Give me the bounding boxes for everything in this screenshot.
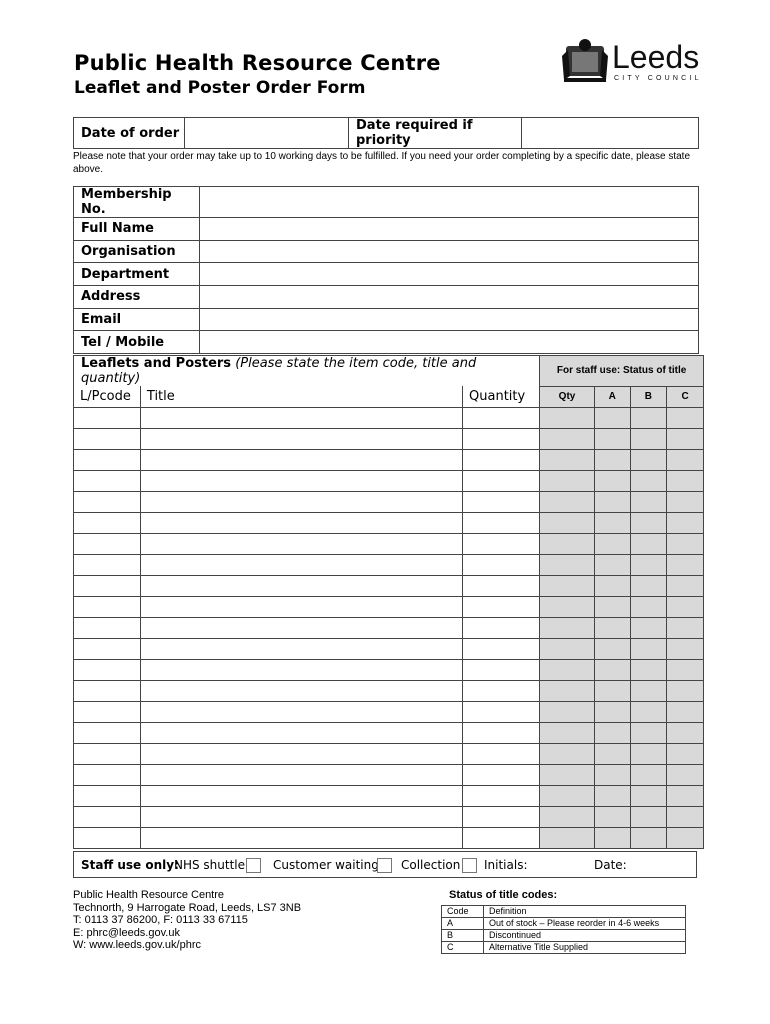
staff-a-cell	[594, 470, 630, 491]
customer-waiting-label: Customer waiting	[273, 858, 379, 872]
staff-qty-cell	[540, 449, 595, 470]
quantity-cell[interactable]	[463, 533, 540, 554]
date-of-order-label: Date of order	[74, 118, 185, 149]
staff-a-cell	[594, 617, 630, 638]
lp-code-cell[interactable]	[74, 617, 141, 638]
nhs-shuttle-checkbox[interactable]	[246, 858, 261, 873]
staff-b-cell	[630, 575, 667, 596]
staff-qty-cell	[540, 533, 595, 554]
staff-a-cell	[594, 407, 630, 428]
status-code: A	[442, 918, 484, 930]
membership-field[interactable]	[200, 286, 699, 309]
staff-c-cell	[667, 806, 704, 827]
title-cell[interactable]	[140, 512, 462, 533]
staff-b-cell	[630, 596, 667, 617]
staff-a-cell	[594, 827, 630, 848]
lp-code-cell[interactable]	[74, 827, 141, 848]
order-row	[74, 806, 704, 827]
staff-c-cell	[667, 533, 704, 554]
membership-field[interactable]	[200, 218, 699, 241]
order-row	[74, 743, 704, 764]
staff-c-cell	[667, 428, 704, 449]
status-definition: Out of stock – Please reorder in 4-6 weeks	[484, 918, 686, 930]
quantity-cell[interactable]	[463, 596, 540, 617]
lp-code-cell[interactable]	[74, 680, 141, 701]
quantity-cell[interactable]	[463, 743, 540, 764]
staff-c-cell	[667, 764, 704, 785]
title-cell[interactable]	[140, 575, 462, 596]
staff-qty-cell	[540, 554, 595, 575]
order-heading	[74, 356, 540, 387]
order-row	[74, 596, 704, 617]
status-row	[442, 930, 686, 942]
staff-b-cell	[630, 617, 667, 638]
staff-use-bar	[73, 851, 697, 878]
membership-row	[74, 187, 699, 218]
logo-subtext: CITY COUNCIL	[614, 75, 702, 82]
quantity-cell[interactable]	[463, 407, 540, 428]
staff-b-cell	[630, 407, 667, 428]
membership-field[interactable]	[200, 263, 699, 286]
title-cell[interactable]	[140, 407, 462, 428]
quantity-cell[interactable]	[463, 701, 540, 722]
staff-c-cell	[667, 701, 704, 722]
quantity-cell[interactable]	[463, 806, 540, 827]
col-staff-b: B	[630, 386, 667, 407]
staff-qty-cell	[540, 491, 595, 512]
staff-c-cell	[667, 554, 704, 575]
staff-a-cell	[594, 659, 630, 680]
staff-c-cell	[667, 575, 704, 596]
order-row	[74, 575, 704, 596]
title-cell[interactable]	[140, 449, 462, 470]
membership-field[interactable]	[200, 240, 699, 263]
staff-qty-cell	[540, 512, 595, 533]
staff-c-cell	[667, 638, 704, 659]
order-row	[74, 680, 704, 701]
lp-code-cell[interactable]	[74, 722, 141, 743]
staff-a-cell	[594, 806, 630, 827]
membership-label: Tel / Mobile	[74, 331, 200, 354]
staff-b-cell	[630, 680, 667, 701]
staff-c-cell	[667, 470, 704, 491]
order-row	[74, 491, 704, 512]
order-row	[74, 764, 704, 785]
membership-row	[74, 331, 699, 354]
membership-label: Department	[74, 263, 200, 286]
lp-code-cell[interactable]	[74, 491, 141, 512]
address-line-web: W: www.leeds.gov.uk/phrc	[73, 939, 201, 951]
title-cell[interactable]	[140, 617, 462, 638]
membership-field[interactable]	[200, 331, 699, 354]
quantity-cell[interactable]	[463, 449, 540, 470]
quantity-cell[interactable]	[463, 638, 540, 659]
date-of-order-field[interactable]	[185, 118, 349, 149]
lp-code-cell[interactable]	[74, 638, 141, 659]
quantity-cell[interactable]	[463, 512, 540, 533]
membership-field[interactable]	[200, 187, 699, 218]
membership-row	[74, 308, 699, 331]
lp-code-cell[interactable]	[74, 743, 141, 764]
logo-word: Leeds	[612, 39, 700, 75]
status-code: B	[442, 930, 484, 942]
staff-b-cell	[630, 806, 667, 827]
title-cell[interactable]	[140, 470, 462, 491]
lp-code-cell[interactable]	[74, 512, 141, 533]
staff-b-cell	[630, 533, 667, 554]
staff-qty-cell	[540, 575, 595, 596]
staff-a-cell	[594, 722, 630, 743]
staff-c-cell	[667, 491, 704, 512]
lp-code-cell[interactable]	[74, 407, 141, 428]
title-cell[interactable]	[140, 722, 462, 743]
order-table	[73, 355, 704, 849]
order-row	[74, 533, 704, 554]
title-cell[interactable]	[140, 743, 462, 764]
order-row	[74, 701, 704, 722]
col-staff-qty: Qty	[540, 386, 595, 407]
order-row	[74, 470, 704, 491]
order-time-note: Please note that your order may take up to 10 working days to be fulfilled. If you need your order completing by a specific date, please state above.	[73, 151, 691, 175]
lp-code-cell[interactable]	[74, 659, 141, 680]
status-codes-table	[441, 905, 686, 954]
col-staff-c: C	[667, 386, 704, 407]
membership-row	[74, 218, 699, 241]
staff-a-cell	[594, 491, 630, 512]
staff-c-cell	[667, 449, 704, 470]
staff-b-cell	[630, 701, 667, 722]
staff-a-cell	[594, 680, 630, 701]
staff-a-cell	[594, 785, 630, 806]
staff-qty-cell	[540, 743, 595, 764]
staff-qty-cell	[540, 806, 595, 827]
quantity-cell[interactable]	[463, 491, 540, 512]
col-title: Title	[140, 386, 462, 407]
staff-a-cell	[594, 554, 630, 575]
date-required-label: Date required if priority	[349, 118, 522, 149]
lp-code-cell[interactable]	[74, 785, 141, 806]
staff-b-cell	[630, 428, 667, 449]
staff-c-cell	[667, 617, 704, 638]
membership-row	[74, 286, 699, 309]
address-line-name: Public Health Resource Centre	[73, 889, 225, 901]
address-line-email: E: phrc@leeds.gov.uk	[73, 926, 180, 939]
address-line-phone: T: 0113 37 86200, F: 0113 33 67115	[73, 914, 248, 926]
staff-a-cell	[594, 701, 630, 722]
title-cell[interactable]	[140, 806, 462, 827]
staff-b-cell	[630, 449, 667, 470]
title-cell[interactable]	[140, 596, 462, 617]
leeds-city-council-logo	[560, 36, 720, 86]
quantity-cell[interactable]	[463, 428, 540, 449]
staff-c-cell	[667, 722, 704, 743]
quantity-cell[interactable]	[463, 470, 540, 491]
status-row	[442, 942, 686, 954]
order-row	[74, 659, 704, 680]
collection-checkbox[interactable]	[462, 858, 477, 873]
staff-a-cell	[594, 512, 630, 533]
membership-label: Address	[74, 286, 200, 309]
staff-c-cell	[667, 680, 704, 701]
staff-qty-cell	[540, 428, 595, 449]
staff-b-cell	[630, 470, 667, 491]
col-lp-code: L/Pcode	[74, 386, 141, 407]
lp-code-cell[interactable]	[74, 701, 141, 722]
quantity-cell[interactable]	[463, 659, 540, 680]
membership-field[interactable]	[200, 308, 699, 331]
staff-a-cell	[594, 533, 630, 554]
order-row	[74, 785, 704, 806]
title-cell[interactable]	[140, 785, 462, 806]
order-heading-bold: Leaflets and Posters	[81, 356, 232, 371]
staff-qty-cell	[540, 722, 595, 743]
order-row	[74, 512, 704, 533]
title-cell[interactable]	[140, 533, 462, 554]
collection-label: Collection	[401, 858, 461, 872]
membership-label: Membership No.	[74, 187, 200, 218]
staff-b-cell	[630, 785, 667, 806]
staff-qty-cell	[540, 596, 595, 617]
customer-waiting-checkbox[interactable]	[377, 858, 392, 873]
title-cell[interactable]	[140, 491, 462, 512]
membership-label: Email	[74, 308, 200, 331]
order-row	[74, 617, 704, 638]
staff-c-cell	[667, 827, 704, 848]
contact-address	[73, 889, 301, 952]
membership-row	[74, 240, 699, 263]
staff-a-cell	[594, 428, 630, 449]
quantity-cell[interactable]	[463, 785, 540, 806]
status-definition: Discontinued	[484, 930, 686, 942]
staff-qty-cell	[540, 701, 595, 722]
staff-qty-cell	[540, 638, 595, 659]
staff-b-cell	[630, 512, 667, 533]
membership-table	[73, 186, 699, 354]
staff-a-cell	[594, 638, 630, 659]
staff-b-cell	[630, 743, 667, 764]
status-codes-title: Status of title codes:	[449, 889, 558, 901]
title-cell[interactable]	[140, 554, 462, 575]
lp-code-cell[interactable]	[74, 449, 141, 470]
staff-c-cell	[667, 743, 704, 764]
staff-use-label: Staff use only:	[81, 858, 179, 872]
status-header-definition: Definition	[484, 906, 686, 918]
nhs-shuttle-label: NHS shuttle	[174, 858, 246, 872]
order-row	[74, 554, 704, 575]
staff-status-heading: For staff use: Status of title	[540, 356, 704, 387]
title-cell[interactable]	[140, 680, 462, 701]
order-row	[74, 827, 704, 848]
staff-b-cell	[630, 827, 667, 848]
order-row	[74, 407, 704, 428]
staff-a-cell	[594, 743, 630, 764]
lp-code-cell[interactable]	[74, 596, 141, 617]
staff-c-cell	[667, 407, 704, 428]
col-quantity: Quantity	[463, 386, 540, 407]
membership-label: Organisation	[74, 240, 200, 263]
staff-b-cell	[630, 491, 667, 512]
title-cell[interactable]	[140, 659, 462, 680]
page-title: Public Health Resource Centre	[74, 51, 441, 75]
membership-label: Full Name	[74, 218, 200, 241]
order-heading-italic: (Please state the item code, title and quantity)	[81, 356, 477, 386]
address-line-street: Technorth, 9 Harrogate Road, Leeds, LS7 3NB	[73, 901, 302, 914]
lp-code-cell[interactable]	[74, 533, 141, 554]
staff-c-cell	[667, 596, 704, 617]
page-subtitle: Leaflet and Poster Order Form	[74, 78, 366, 98]
status-header-code: Code	[442, 906, 484, 918]
order-row	[74, 722, 704, 743]
title-cell[interactable]	[140, 764, 462, 785]
staff-qty-cell	[540, 470, 595, 491]
title-cell[interactable]	[140, 827, 462, 848]
quantity-cell[interactable]	[463, 680, 540, 701]
order-row	[74, 428, 704, 449]
staff-a-cell	[594, 449, 630, 470]
staff-qty-cell	[540, 764, 595, 785]
lp-code-cell[interactable]	[74, 554, 141, 575]
date-required-field[interactable]	[522, 118, 699, 149]
order-row	[74, 449, 704, 470]
date-table	[73, 117, 699, 149]
lp-code-cell[interactable]	[74, 806, 141, 827]
lp-code-cell[interactable]	[74, 764, 141, 785]
title-cell[interactable]	[140, 701, 462, 722]
lp-code-cell[interactable]	[74, 428, 141, 449]
staff-a-cell	[594, 575, 630, 596]
quantity-cell[interactable]	[463, 554, 540, 575]
staff-a-cell	[594, 596, 630, 617]
title-cell[interactable]	[140, 638, 462, 659]
date-label: Date:	[594, 858, 627, 872]
staff-b-cell	[630, 659, 667, 680]
order-row	[74, 638, 704, 659]
staff-a-cell	[594, 764, 630, 785]
initials-label: Initials:	[484, 858, 528, 872]
staff-c-cell	[667, 785, 704, 806]
staff-c-cell	[667, 659, 704, 680]
staff-b-cell	[630, 638, 667, 659]
staff-qty-cell	[540, 407, 595, 428]
title-cell[interactable]	[140, 428, 462, 449]
staff-b-cell	[630, 722, 667, 743]
staff-qty-cell	[540, 680, 595, 701]
staff-c-cell	[667, 512, 704, 533]
quantity-cell[interactable]	[463, 764, 540, 785]
staff-b-cell	[630, 764, 667, 785]
status-code: C	[442, 942, 484, 954]
quantity-cell[interactable]	[463, 827, 540, 848]
staff-qty-cell	[540, 659, 595, 680]
staff-b-cell	[630, 554, 667, 575]
quantity-cell[interactable]	[463, 575, 540, 596]
col-staff-a: A	[594, 386, 630, 407]
staff-qty-cell	[540, 785, 595, 806]
status-definition: Alternative Title Supplied	[484, 942, 686, 954]
membership-row	[74, 263, 699, 286]
lp-code-cell[interactable]	[74, 575, 141, 596]
quantity-cell[interactable]	[463, 617, 540, 638]
status-row	[442, 918, 686, 930]
staff-qty-cell	[540, 617, 595, 638]
staff-qty-cell	[540, 827, 595, 848]
quantity-cell[interactable]	[463, 722, 540, 743]
lp-code-cell[interactable]	[74, 470, 141, 491]
